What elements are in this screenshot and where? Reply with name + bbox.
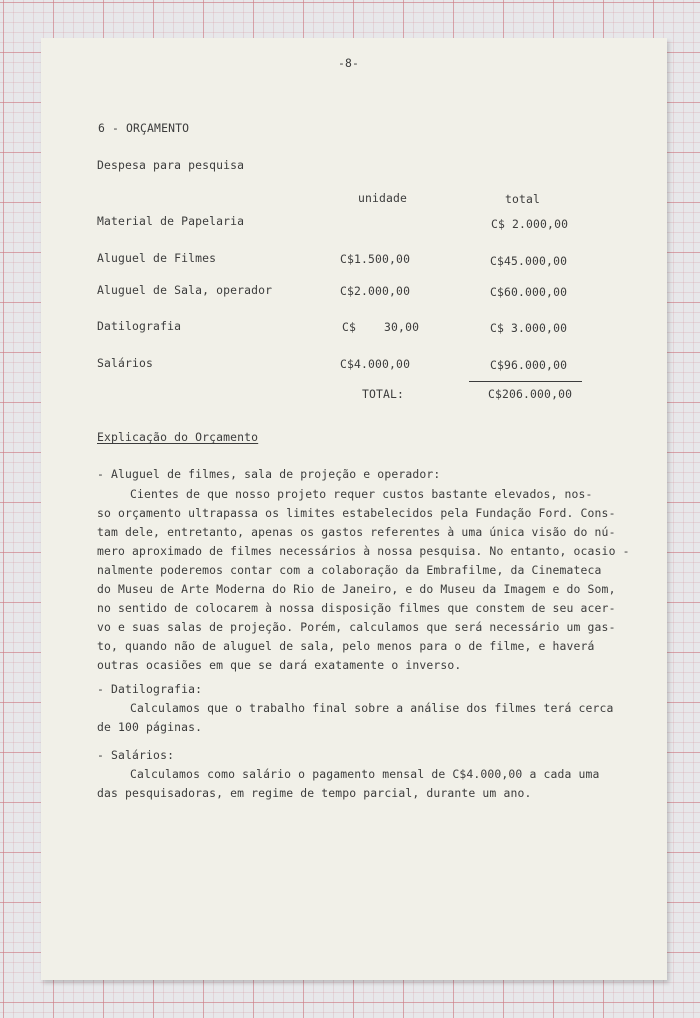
budget-unit: C$4.000,00	[340, 357, 411, 371]
budget-total: C$ 3.000,00	[490, 321, 568, 335]
budget-unit: C$ 30,00	[342, 320, 420, 334]
budget-subtitle: Despesa para pesquisa	[97, 158, 245, 172]
budget-col-total: total	[505, 192, 541, 206]
paragraph-line: Cientes de que nosso projeto requer custos bastante elevados, nos-	[130, 487, 593, 501]
explanation-title: Explicação do Orçamento	[97, 430, 259, 444]
paragraph-line: Calculamos que o trabalho final sobre a análise dos filmes terá cerca	[130, 701, 614, 715]
paragraph-line: no sentido de colocarem à nossa disposição filmes que constem de seu acer-	[97, 601, 616, 615]
paragraph-line: das pesquisadoras, em regime de tempo parcial, durante um ano.	[97, 786, 532, 800]
paragraph-line: to, quando não de aluguel de sala, pelo menos para o de filme, e haverá	[97, 639, 595, 653]
budget-unit: C$1.500,00	[340, 252, 411, 266]
section-title: 6 - ORÇAMENTO	[98, 121, 190, 135]
paragraph-line: nalmente poderemos contar com a colaboração da Embrafilme, da Cinemateca	[97, 563, 602, 577]
budget-item: Aluguel de Filmes	[97, 251, 217, 265]
paragraph-line: so orçamento ultrapassa os limites estabelecidos pela Fundação Ford. Cons-	[97, 506, 616, 520]
salary-heading: - Salários:	[97, 748, 175, 762]
budget-item: Salários	[97, 356, 154, 370]
budget-item: Material de Papelaria	[97, 214, 245, 228]
budget-item: Aluguel de Sala, operador	[97, 283, 273, 297]
budget-item: Datilografia	[97, 319, 182, 333]
paragraph-line: mero aproximado de filmes necessários à nossa pesquisa. No entanto, ocasio -	[97, 544, 630, 558]
total-rule	[469, 381, 582, 382]
page-number: -8-	[338, 56, 360, 70]
paragraph-line: Calculamos como salário o pagamento mensal de C$4.000,00 a cada uma	[130, 767, 600, 781]
paragraph-line: do Museu de Arte Moderna do Rio de Janeiro, e do Museu da Imagem e do Som,	[97, 582, 616, 596]
paragraph-line: de 100 páginas.	[97, 720, 203, 734]
paragraph-line: outras ocasiões em que se dará exatamente o inverso.	[97, 658, 462, 672]
budget-total: C$ 2.000,00	[491, 217, 569, 231]
budget-total: C$45.000,00	[490, 254, 568, 268]
films-heading: - Aluguel de filmes, sala de projeção e operador:	[97, 467, 441, 481]
budget-col-unit: unidade	[358, 191, 408, 205]
budget-total-value: C$206.000,00	[488, 387, 573, 401]
paragraph-line: vo e suas salas de projeção. Porém, calculamos que será necessário um gas-	[97, 620, 616, 634]
budget-total: C$60.000,00	[490, 285, 568, 299]
budget-total-label: TOTAL:	[362, 387, 405, 401]
budget-unit: C$2.000,00	[340, 284, 411, 298]
paragraph-line: tam dele, entretanto, apenas os gastos referentes à uma única visão do nú-	[97, 525, 616, 539]
typing-heading: - Datilografia:	[97, 682, 203, 696]
budget-total: C$96.000,00	[490, 358, 568, 372]
